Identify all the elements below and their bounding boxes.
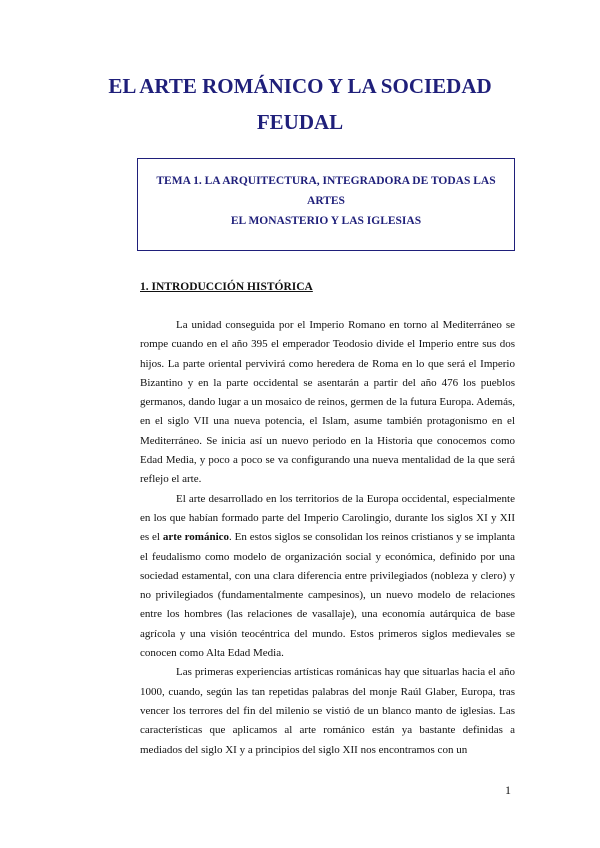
paragraph-2-start: El arte desarrollado en los territorios de la Europa occidental, especialmente en los que habían formado parte del Imperio Carolingio, durante los siglos XI y XII es el (140, 492, 515, 544)
paragraph-2 (140, 490, 515, 664)
paragraph-1: La unidad conseguida por el Imperio Romano en torno al Mediterráneo se rompe cuando en el año 395 el emperador Teodosio divide el Imperio entre sus dos hijos. La parte oriental pervivirá como heredera de Roma en lo que será el Imperio Bizantino y en la parte occidental se asentarán a partir del año 476 los pueblos germanos, dando lugar a un mosaico de reinos, germen de la futura Europa. Además, en el siglo VII una nueva potencia, el Islam, asume también protagonismo en el Mediterráneo. Se inicia así un nuevo periodo en la Historia que conocemos como Edad Media, y poco a poco se va configurando una nueva mentalidad de la que será reflejo el arte. (140, 319, 515, 486)
tema-line-1: TEMA 1. LA ARQUITECTURA, INTEGRADORA DE TODAS LAS (156, 175, 496, 187)
body-text (140, 316, 515, 760)
page-number: 1 (505, 783, 511, 797)
document-title (90, 68, 510, 140)
paragraph-2-end: . En estos siglos se consolidan los reinos cristianos y se implanta el feudalismo como modelo de organización social y económica, definido por una sociedad estamental, con una clara diferencia entre privilegiados (nobleza y clero) y no privilegiados (fundamentalmente campesinos), un nuevo modelo de relaciones entre los hombres (las relaciones de vasallaje), una economía autárquica de base agrícola y una visión teocéntrica del mundo. Estos primeros siglos medievales se conocen como Alta Edad Media. (140, 531, 515, 660)
tema-line-2: ARTES (307, 195, 345, 207)
tema-box (137, 158, 515, 251)
section-heading: 1. INTRODUCCIÓN HISTÓRICA (140, 281, 313, 293)
paragraph-2-bold: arte románico (162, 531, 230, 544)
title-line-2: FEUDAL (256, 110, 344, 134)
tema-line-3: EL MONASTERIO Y LAS IGLESIAS (230, 215, 422, 227)
paragraph-3: Las primeras experiencias artísticas románicas hay que situarlas hacia el año 1000, cuando, según las tan repetidas palabras del monje Raúl Glaber, Europa, tras vencer los terrores del fin del milenio se vistió de un blanco manto de iglesias. Las características que aplicamos al arte románico están ya bastante definidas a mediados del siglo XI y a principios del siglo XII nos encontramos con un (140, 666, 515, 756)
title-line-1: EL ARTE ROMÁNICO Y LA SOCIEDAD (108, 74, 492, 98)
